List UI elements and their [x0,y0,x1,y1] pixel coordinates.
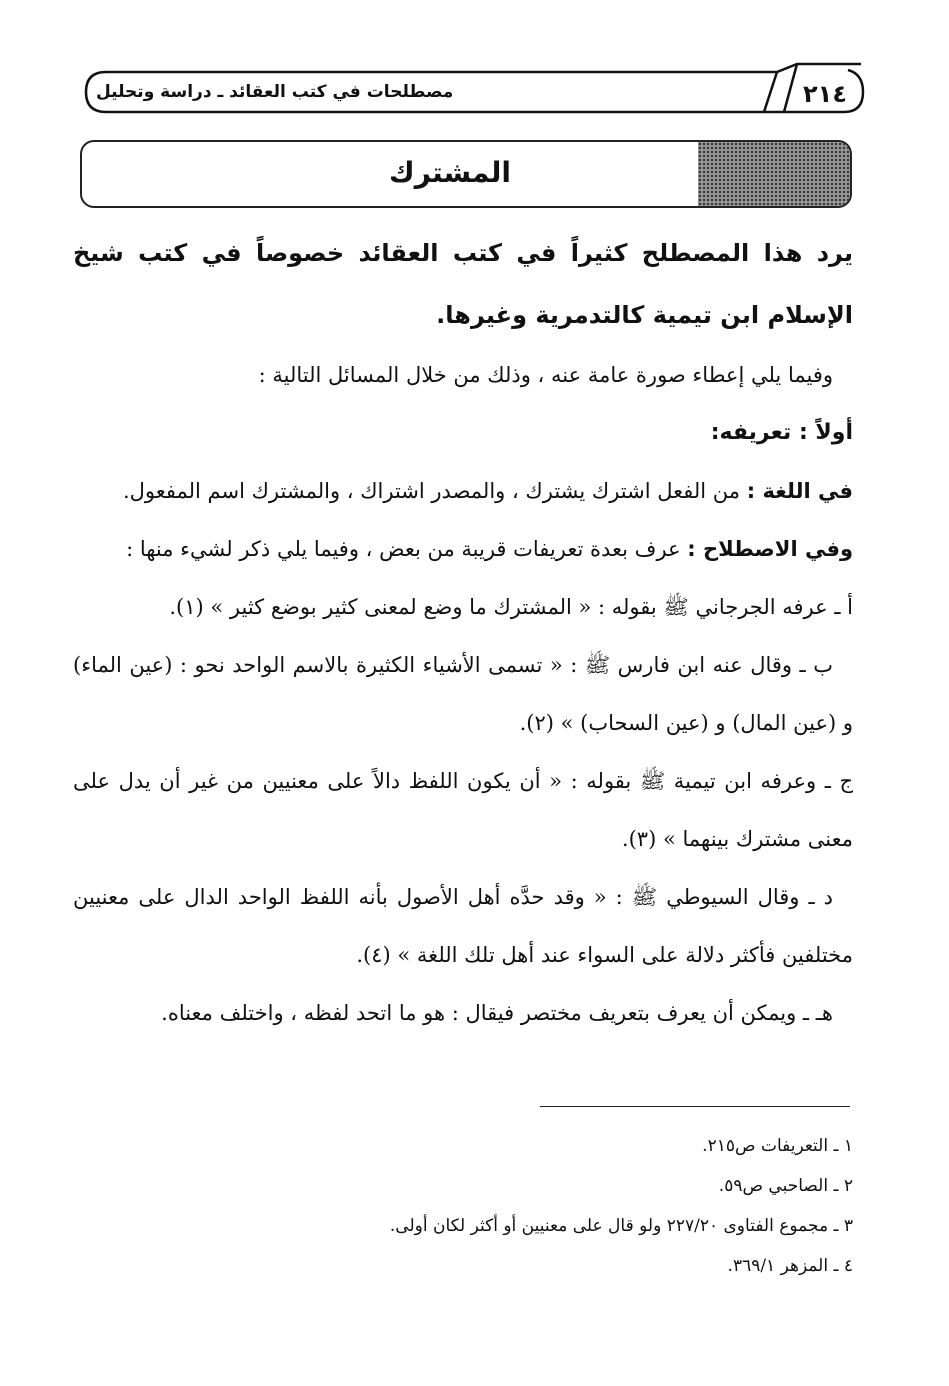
lugha-text: من الفعل اشترك يشترك ، والمصدر اشتراك ، والمشترك اسم المفعول. [122,479,741,503]
section-title: المشترك [389,156,511,189]
running-header [82,62,868,120]
footnote-1: ١ ـ التعريفات ص٢١٥. [702,1136,853,1156]
istilah-text: عرف بعدة تعريفات قريبة من بعض ، وفيما يلي ذكر لشيء منها : [126,537,681,561]
footnote-3: ٣ ـ مجموع الفتاوى ٢٢٧/٢٠ ولو قال على معنيين أو أكثر لكان أولى. [389,1216,853,1236]
definition-heading: أولاً : تعريفه: [710,420,853,445]
definition-c: ج ـ وعرفه ابن تيمية ﷺ بقوله : « أن يكون اللفظ دالاً على معنيين من غير أن يدل على معنى مشترك بينهما » (٣). [73,769,853,851]
lead-paragraph: يرد هذا المصطلح كثيراً في كتب العقائد خصوصاً في كتب شيخ الإسلام ابن تيمية كالتدمرية وغيرها. [73,239,853,329]
footnotes [93,1126,853,1286]
lugha-paragraph [73,462,853,520]
istilah-paragraph [73,520,853,578]
definition-a: أ ـ عرفه الجرجاني ﷺ بقوله : « المشترك ما وضع لمعنى كثير بوضع كثير » (١). [169,595,853,619]
definition-d: د ـ وقال السيوطي ﷺ : « وقد حدَّه أهل الأصول بأنه اللفظ الواحد الدال على معنيين مختلفين فأكثر دلالة على السواء عند أهل تلك اللغة » (٤). [73,885,853,967]
footnote-4: ٤ ـ المزهر ٣٦٩/١. [727,1256,853,1276]
intro-paragraph: وفيما يلي إعطاء صورة عامة عنه ، وذلك من خلال المسائل التالية : [258,363,833,387]
book-title: مصطلحات في كتب العقائد ـ دراسة وتحليل [96,82,454,102]
page-number: ٢١٤ [803,80,847,108]
footnote-divider [540,1106,850,1107]
istilah-label: وفي الاصطلاح : [687,537,853,561]
definition-b: ب ـ وقال عنه ابن فارس ﷺ : « تسمى الأشياء الكثيرة بالاسم الواحد نحو : (عين الماء) و (عين المال) و (عين السحاب) » (٢). [73,653,853,735]
definition-h: هـ ـ ويمكن أن يعرف بتعريف مختصر فيقال : هو ما اتحد لفظه ، واختلف معناه. [161,1001,833,1025]
dotted-ornament [698,142,850,206]
section-title-box [80,140,852,208]
footnote-2: ٢ ـ الصاحبي ص٥٩. [718,1176,853,1196]
body-text [73,222,853,1042]
lugha-label: في اللغة : [746,479,853,503]
